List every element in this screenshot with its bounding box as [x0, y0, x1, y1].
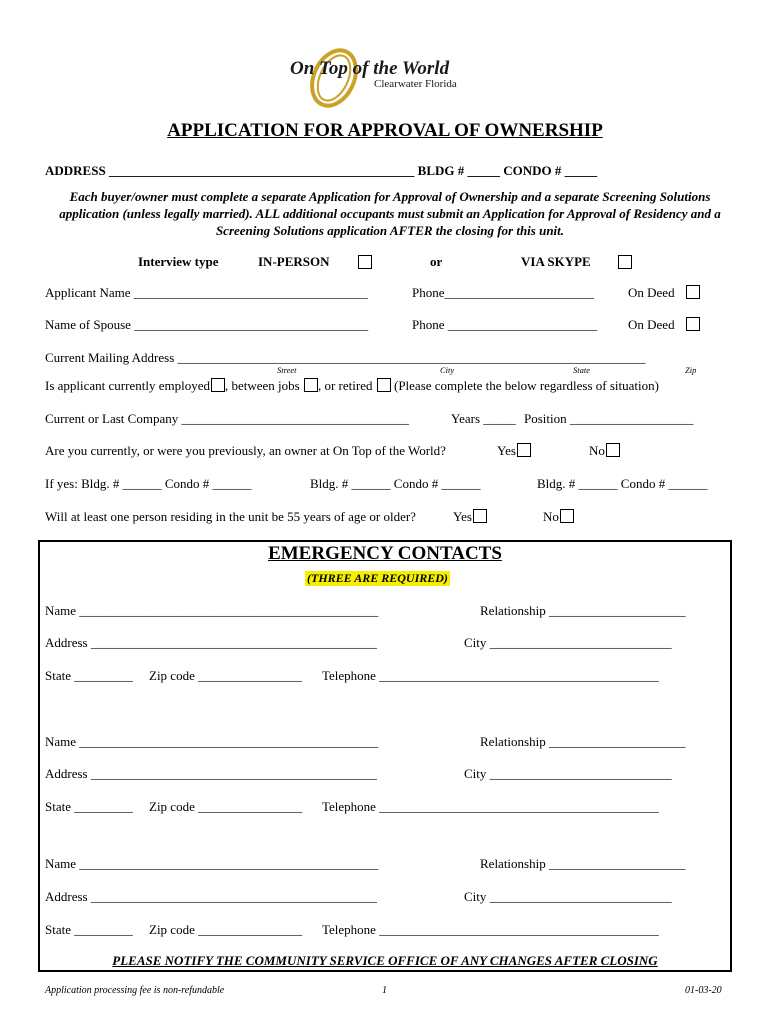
skype-label: VIA SKYPE: [521, 254, 591, 269]
contact2-state-field[interactable]: State _________: [45, 799, 133, 814]
contact3-address-field[interactable]: Address ____________________________________________: [45, 889, 377, 904]
spouse-deed-label: On Deed: [628, 317, 675, 332]
age-question: Will at least one person residing in the unit be 55 years of age or older?: [45, 509, 416, 524]
interview-label: Interview type: [138, 254, 219, 269]
page-title: APPLICATION FOR APPROVAL OF OWNERSHIP: [167, 120, 603, 141]
logo-swirl-icon: [290, 44, 490, 110]
contact1-zip-field[interactable]: Zip code ________________: [149, 668, 303, 683]
between-jobs-label: , between jobs: [224, 378, 300, 393]
owner-yes-checkbox[interactable]: [517, 443, 531, 457]
applicant-name-field[interactable]: Applicant Name ____________________________________: [45, 285, 368, 300]
employed-checkbox[interactable]: [211, 378, 225, 392]
address-line: ADDRESS _______________________________________________ BLDG # _____ CONDO # _____: [45, 163, 598, 178]
age-no-label: No: [543, 509, 559, 524]
contact2-name-field[interactable]: Name ______________________________________________: [45, 734, 379, 749]
position-field[interactable]: Position ___________________: [524, 411, 694, 426]
ifyes-field-2[interactable]: Bldg. # ______ Condo # ______: [310, 476, 481, 491]
owner-yes: [497, 443, 531, 459]
age-yes-label: Yes: [453, 509, 472, 524]
between-jobs-checkbox[interactable]: [304, 378, 318, 392]
spouse-deed-checkbox[interactable]: [686, 317, 700, 331]
spouse-phone-field[interactable]: Phone _______________________: [412, 317, 598, 332]
age-yes: [453, 509, 487, 525]
street-caption: Street: [277, 365, 297, 375]
mailing-address-field[interactable]: Current Mailing Address ________________________________________________________________________: [45, 350, 646, 365]
owner-question: Are you currently, or were you previously, an owner at On Top of the World?: [45, 443, 446, 458]
contact1-relationship-field[interactable]: Relationship _____________________: [480, 603, 686, 618]
or-label: or: [430, 254, 443, 269]
contact1-telephone-field[interactable]: Telephone ___________________________________________: [322, 668, 659, 683]
ifyes-field-1[interactable]: If yes: Bldg. # ______ Condo # ______: [45, 476, 252, 491]
employed-label: Is applicant currently employed: [45, 378, 210, 393]
zip-caption: Zip: [685, 365, 697, 375]
emergency-subtitle: (THREE ARE REQUIRED): [307, 571, 448, 585]
years-field[interactable]: Years _____: [451, 411, 516, 426]
contact3-zip-field[interactable]: Zip code ________________: [149, 922, 303, 937]
contact2-city-field[interactable]: City ____________________________: [464, 766, 672, 781]
emergency-title: EMERGENCY CONTACTS: [268, 543, 502, 564]
contact1-state-field[interactable]: State _________: [45, 668, 133, 683]
contact2-zip-field[interactable]: Zip code ________________: [149, 799, 303, 814]
skype-checkbox[interactable]: [618, 255, 632, 269]
ifyes-field-3[interactable]: Bldg. # ______ Condo # ______: [537, 476, 708, 491]
contact3-state-field[interactable]: State _________: [45, 922, 133, 937]
logo-name: On Top of the World: [290, 58, 450, 79]
company-logo: [290, 44, 490, 110]
company-field[interactable]: Current or Last Company ___________________________________: [45, 411, 409, 426]
applicant-phone-field[interactable]: Phone_______________________: [412, 285, 594, 300]
contact3-relationship-field[interactable]: Relationship _____________________: [480, 856, 686, 871]
employment-note: (Please complete the below regardless of situation): [393, 378, 659, 393]
footer-date: 01-03-20: [685, 985, 722, 996]
age-no: [543, 509, 574, 525]
owner-yes-label: Yes: [497, 443, 516, 458]
notify-notice: PLEASE NOTIFY THE COMMUNITY SERVICE OFFICE OF ANY CHANGES AFTER CLOSING: [112, 953, 658, 968]
retired-label: , or retired: [317, 378, 373, 393]
age-no-checkbox[interactable]: [560, 509, 574, 523]
in-person-checkbox[interactable]: [358, 255, 372, 269]
contact3-name-field[interactable]: Name ______________________________________________: [45, 856, 379, 871]
footer-page-number: 1: [382, 985, 387, 996]
owner-no-label: No: [589, 443, 605, 458]
owner-no-checkbox[interactable]: [606, 443, 620, 457]
applicant-deed-checkbox[interactable]: [686, 285, 700, 299]
contact2-telephone-field[interactable]: Telephone ___________________________________________: [322, 799, 659, 814]
contact2-relationship-field[interactable]: Relationship _____________________: [480, 734, 686, 749]
intro-paragraph: Each buyer/owner must complete a separate Application for Approval of Ownership and a separate Screening Solutions application (unless legally married). ALL additional occupants must submit an Application for Approval of Residency and a Screening Solutions application AFTER the closing for this unit.: [59, 189, 721, 238]
age-yes-checkbox[interactable]: [473, 509, 487, 523]
logo-sub: Clearwater Florida: [374, 78, 457, 90]
city-caption: City: [440, 365, 455, 375]
owner-no: [589, 443, 620, 459]
state-caption: State: [573, 365, 590, 375]
contact2-address-field[interactable]: Address ____________________________________________: [45, 766, 377, 781]
employment-row: [45, 378, 659, 394]
contact1-city-field[interactable]: City ____________________________: [464, 635, 672, 650]
spouse-name-field[interactable]: Name of Spouse ____________________________________: [45, 317, 369, 332]
retired-checkbox[interactable]: [377, 378, 391, 392]
applicant-deed-label: On Deed: [628, 285, 675, 300]
footer-fee-note: Application processing fee is non-refundable: [45, 985, 225, 996]
contact3-city-field[interactable]: City ____________________________: [464, 889, 672, 904]
contact1-address-field[interactable]: Address ____________________________________________: [45, 635, 377, 650]
in-person-label: IN-PERSON: [258, 254, 330, 269]
contact1-name-field[interactable]: Name ______________________________________________: [45, 603, 379, 618]
contact3-telephone-field[interactable]: Telephone ___________________________________________: [322, 922, 659, 937]
